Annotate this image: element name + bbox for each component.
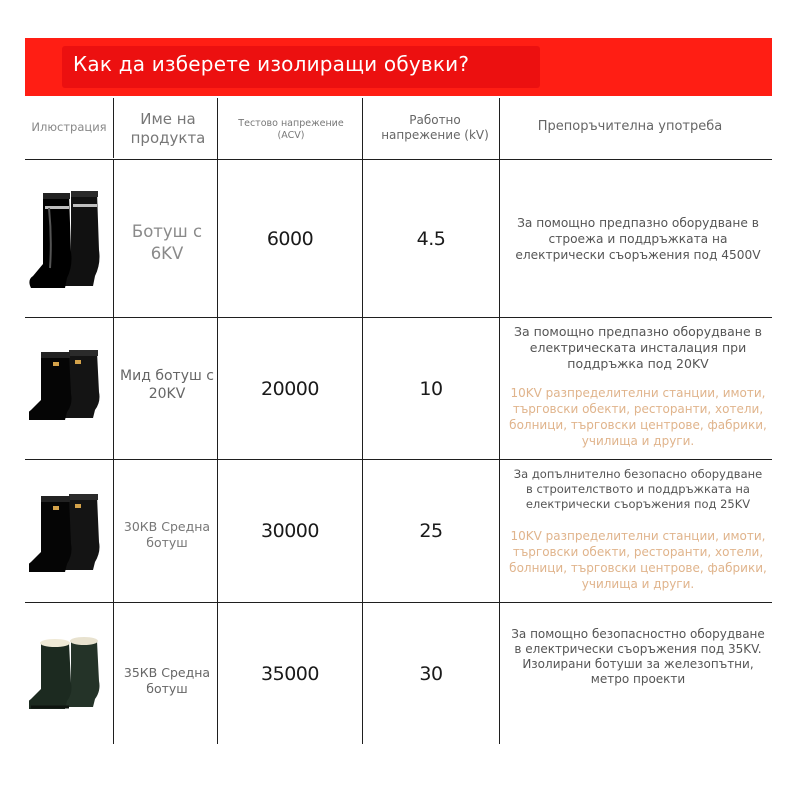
comparison-table — [25, 98, 772, 744]
grid-line — [499, 98, 500, 744]
title-banner — [25, 38, 772, 96]
test-voltage-value: 20000 — [261, 377, 319, 400]
product-name: 30КВ Средна ботуш — [123, 519, 211, 550]
header-product-name: Име на продукта — [130, 110, 206, 147]
working-voltage-value: 4.5 — [416, 227, 446, 250]
product-name: 35КВ Средна ботуш — [123, 665, 211, 696]
recommended-use-text: За допълнително безопасно оборудване в строителството и поддръжката на електрически съоръжения под 25KV — [513, 467, 763, 511]
page-title: Как да изберете изолиращи обувки? — [73, 52, 470, 76]
working-voltage-value: 25 — [419, 520, 443, 542]
product-name: Ботуш с 6KV — [131, 222, 203, 263]
recommended-use-text: За помощно предпазно оборудване в електрическата инсталация при поддръжка под 20KV — [513, 324, 763, 371]
header-recommended-use: Препоръчителна употреба — [537, 119, 723, 134]
mid-black-rubber-boots-icon — [29, 490, 109, 582]
mid-black-rubber-boots-icon — [29, 346, 109, 430]
header-working-voltage: Работно напрежение (kV) — [381, 113, 489, 142]
product-name: Мид ботуш с 20KV — [120, 368, 214, 402]
green-rubber-boots-icon — [29, 633, 109, 717]
use-examples-text: 10KV разпределителни станции, имоти, търговски обекти, ресторанти, хотели, болници, търговски центрове, фабрики, училища и други. — [509, 529, 767, 591]
recommended-use-text: За помощно безопасностно оборудване в електрически съоръжения под 35KV. Изолирани ботуши за железопътни, метро проекти — [511, 627, 765, 686]
grid-line — [113, 160, 114, 744]
test-voltage-value: 35000 — [261, 662, 319, 685]
tall-black-rubber-boots-icon — [29, 188, 109, 294]
test-voltage-value: 30000 — [261, 520, 319, 542]
working-voltage-value: 10 — [419, 377, 443, 400]
header-test-voltage: Тестово напрежение (ACV) — [238, 118, 344, 141]
header-illustration: Илюстрация — [31, 120, 107, 134]
use-examples-text: 10KV разпределителни станции, имоти, търговски обекти, ресторанти, хотели, болници, търговски центрове, фабрики, училища и други. — [509, 386, 767, 448]
recommended-use-text: За помощно предпазно оборудване в строежа и поддръжката на електрически съоръжения под 4500V — [515, 216, 761, 262]
test-voltage-value: 6000 — [266, 227, 314, 250]
grid-line — [113, 98, 114, 158]
working-voltage-value: 30 — [419, 662, 443, 685]
